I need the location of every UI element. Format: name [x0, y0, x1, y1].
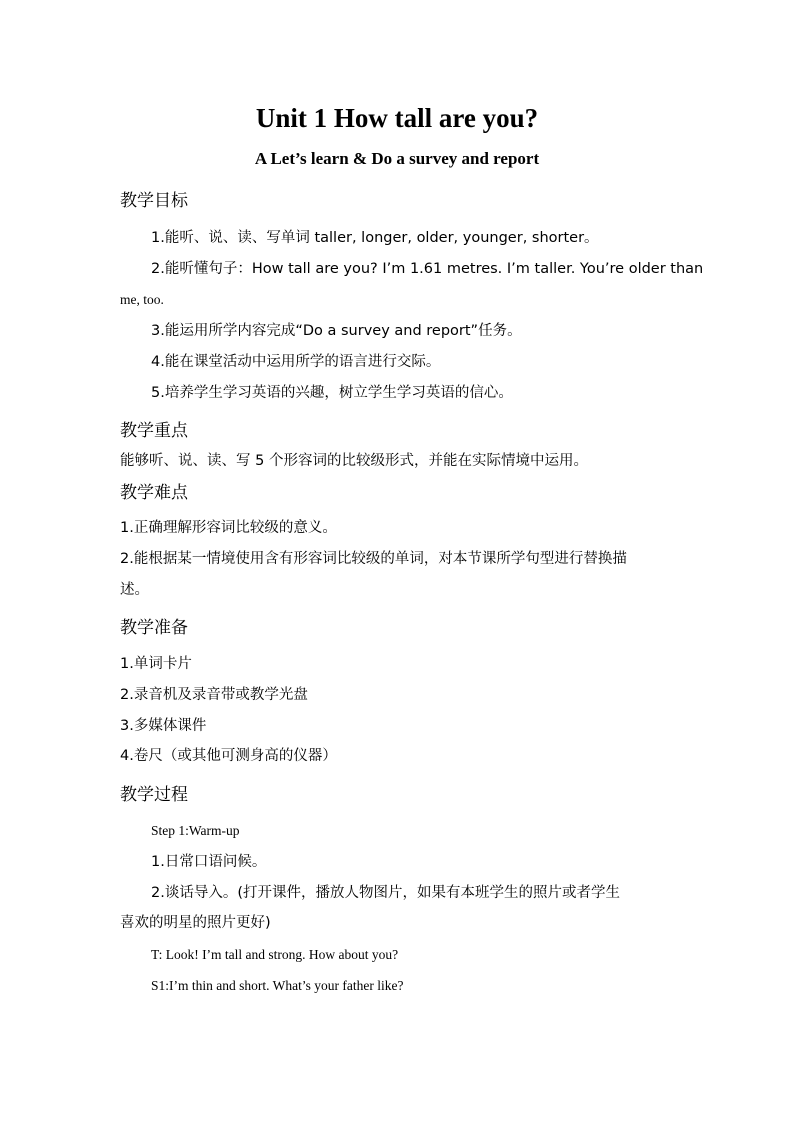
section-heading-key-points: 教学重点	[120, 421, 188, 441]
section-heading-preparation: 教学准备	[120, 618, 188, 638]
preparation-item: 4.卷尺（或其他可测身高的仪器）	[120, 748, 337, 764]
key-points-text: 能够听、说、读、写 5 个形容词的比较级形式，并能在实际情境中运用。	[120, 453, 588, 469]
objective-item: 2.能听懂句子：How tall are you? I’m 1.61 metres. I’m taller. You’re older than	[151, 261, 704, 277]
difficulty-item-continuation: 述。	[120, 582, 149, 598]
section-heading-process: 教学过程	[120, 785, 188, 805]
objective-item: 1.能听、说、读、写单词 taller, longer, older, younger, shorter。	[151, 230, 599, 246]
dialogue-line: T: Look! I’m tall and strong. How about you?	[151, 947, 399, 962]
process-step-label: Step 1:Warm-up	[151, 823, 240, 838]
preparation-item: 2.录音机及录音带或教学光盘	[120, 687, 308, 703]
objective-item: 5.培养学生学习英语的兴趣，树立学生学习英语的信心。	[151, 385, 513, 401]
process-item-continuation: 喜欢的明星的照片更好)	[120, 915, 271, 931]
process-item: 2.谈话导入。(打开课件，播放人物图片，如果有本班学生的照片或者学生	[151, 885, 620, 901]
section-heading-objectives: 教学目标	[120, 191, 188, 211]
page-subtitle: A Let’s learn & Do a survey and report	[254, 149, 540, 168]
objective-item-continuation: me, too.	[120, 292, 164, 307]
preparation-item: 3.多媒体课件	[120, 718, 207, 734]
dialogue-line: S1:I’m thin and short. What’s your father like?	[151, 978, 404, 993]
process-item: 1.日常口语问候。	[151, 854, 267, 870]
difficulty-item: 1.正确理解形容词比较级的意义。	[120, 520, 337, 536]
section-heading-difficulties: 教学难点	[120, 483, 188, 503]
preparation-item: 1.单词卡片	[120, 656, 192, 672]
page-title: Unit 1 How tall are you?	[255, 103, 539, 133]
difficulty-item: 2.能根据某一情境使用含有形容词比较级的单词，对本节课所学句型进行替换描	[120, 551, 627, 567]
objective-item: 3.能运用所学内容完成“Do a survey and report”任务。	[151, 323, 522, 339]
objective-item: 4.能在课堂活动中运用所学的语言进行交际。	[151, 354, 441, 370]
